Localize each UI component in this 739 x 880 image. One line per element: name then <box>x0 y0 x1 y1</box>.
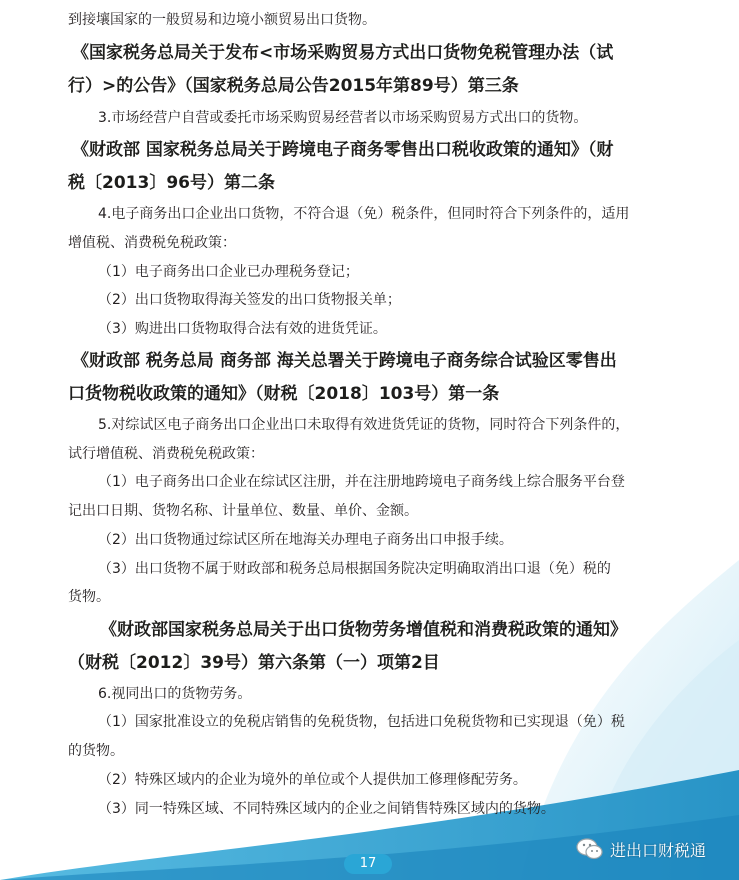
body-line: （3）同一特殊区域、不同特殊区域内的企业之间销售特殊区域内的货物。 <box>98 801 555 817</box>
wechat-watermark <box>576 836 706 862</box>
body-line: （3）出口货物不属于财政部和税务总局根据国务院决定明确取消出口退（免）税的 <box>98 561 611 577</box>
body-line: （2）特殊区域内的企业为境外的单位或个人提供加工修理修配劳务。 <box>98 772 527 788</box>
wechat-account-label: 进出口财税通 <box>610 840 707 860</box>
heading-line: 《财政部国家税务总局关于出口货物劳务增值税和消费税政策的通知》 <box>100 620 627 640</box>
body-line: 5.对综试区电子商务出口企业出口未取得有效进货凭证的货物，同时符合下列条件的， <box>98 417 630 433</box>
wechat-icon <box>576 837 604 861</box>
heading-line: 《财政部 税务总局 商务部 海关总署关于跨境电子商务综合试验区零售出 <box>72 351 617 371</box>
body-line: 增值税、消费税免税政策： <box>68 235 236 251</box>
body-line: （1）电子商务出口企业在综试区注册，并在注册地跨境电子商务线上综合服务平台登 <box>98 474 625 490</box>
body-line: （2）出口货物取得海关签发的出口货物报关单； <box>98 292 401 308</box>
page-number: 17 <box>344 854 392 874</box>
body-line: （1）电子商务出口企业已办理税务登记； <box>98 264 359 280</box>
body-line: （1）国家批准设立的免税店销售的免税货物，包括进口免税货物和已实现退（免）税 <box>98 714 625 730</box>
body-line: 记出口日期、货物名称、计量单位、数量、单价、金额。 <box>68 503 418 519</box>
body-line: 3.市场经营户自营或委托市场采购贸易经营者以市场采购贸易方式出口的货物。 <box>98 110 588 126</box>
body-line: 4.电子商务出口企业出口货物，不符合退（免）税条件，但同时符合下列条件的，适用 <box>98 206 630 222</box>
heading-line: 《财政部 国家税务总局关于跨境电子商务零售出口税收政策的通知》（财 <box>72 140 614 160</box>
heading-line: 《国家税务总局关于发布<市场采购贸易方式出口货物免税管理办法（试 <box>72 43 614 63</box>
heading-line: 税〔2013〕96号）第二条 <box>68 173 275 193</box>
body-line: 货物。 <box>68 589 110 605</box>
body-line: （2）出口货物通过综试区所在地海关办理电子商务出口申报手续。 <box>98 532 513 548</box>
heading-line: 行）>的公告》（国家税务总局公告2015年第89号）第三条 <box>68 76 519 96</box>
heading-line: （财税〔2012〕39号）第六条第（一）项第2目 <box>68 653 440 673</box>
body-line: 到接壤国家的一般贸易和边境小额贸易出口货物。 <box>68 12 376 28</box>
body-line: （3）购进出口货物取得合法有效的进货凭证。 <box>98 321 387 337</box>
body-line: 6.视同出口的货物劳务。 <box>98 686 252 702</box>
body-line: 试行增值税、消费税免税政策： <box>68 446 264 462</box>
body-line: 的货物。 <box>68 743 124 759</box>
heading-line: 口货物税收政策的通知》（财税〔2018〕103号）第一条 <box>68 384 500 404</box>
